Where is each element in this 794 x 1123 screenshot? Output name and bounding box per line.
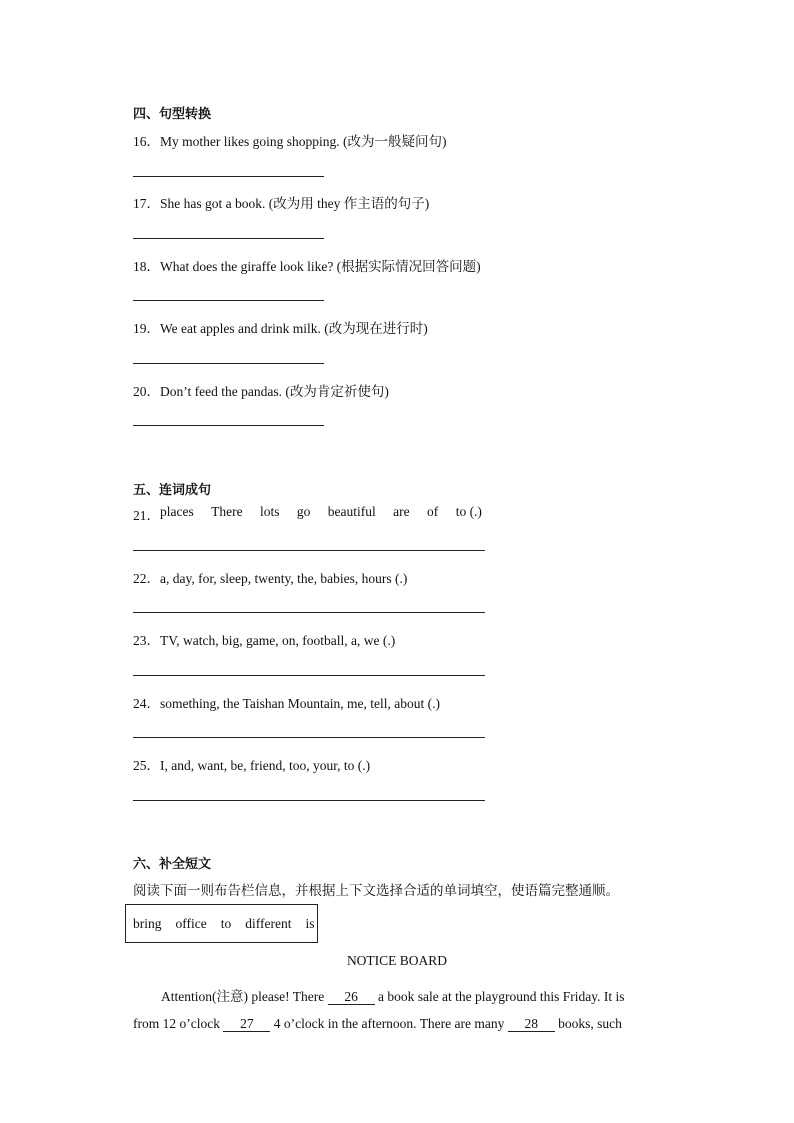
question-number: 21．: [133, 508, 160, 523]
passage-text: books, such: [554, 1016, 622, 1031]
word: go: [296, 504, 311, 519]
box-word: bring: [133, 915, 162, 931]
passage-text: 4 o’clock in the afternoon. There are many: [270, 1016, 508, 1031]
question-text: What does the giraffe look like? (根据实际情况回答问题): [160, 259, 481, 274]
question-text: Don’t feed the pandas. (改为肯定祈使句): [160, 384, 389, 399]
question-25: [133, 754, 370, 774]
question-16: [133, 130, 447, 150]
word: lots: [260, 504, 280, 519]
question-text: something, the Taishan Mountain, me, tell, about (.): [160, 696, 441, 711]
question-text: We eat apples and drink milk. (改为现在进行时): [160, 321, 428, 336]
question-number: 19．: [133, 321, 160, 336]
question-21: [133, 504, 482, 524]
answer-line-24[interactable]: [133, 737, 485, 738]
question-text: I, and, want, be, friend, too, your, to (.): [160, 758, 371, 773]
answer-line-25[interactable]: [133, 800, 485, 801]
question-number: 22．: [133, 571, 160, 586]
answer-line-16[interactable]: [133, 176, 324, 177]
passage-line-2: [133, 1016, 622, 1032]
blank-28[interactable]: 28: [508, 1017, 555, 1032]
question-19: [133, 317, 428, 337]
box-word: different: [245, 915, 292, 931]
question-number: 20．: [133, 384, 160, 399]
passage-text: Attention(注意) please! There: [161, 989, 328, 1004]
answer-line-21[interactable]: [133, 550, 485, 551]
blank-26[interactable]: 26: [328, 990, 375, 1005]
question-20: [133, 380, 389, 400]
section-6-instruction: 阅读下面一则布告栏信息，并根据上下文选择合适的单词填空，使语篇完整通顺。: [133, 883, 619, 899]
box-word: is: [305, 915, 315, 931]
answer-line-19[interactable]: [133, 363, 324, 364]
word: are: [393, 504, 410, 519]
answer-line-23[interactable]: [133, 675, 485, 676]
notice-title: NOTICE BOARD: [346, 953, 448, 968]
answer-line-22[interactable]: [133, 612, 485, 613]
question-number: 17．: [133, 196, 160, 211]
word: places: [160, 504, 194, 519]
section-5-title: 五、连词成句: [133, 483, 212, 498]
box-word: to: [220, 915, 232, 931]
question-24: [133, 692, 440, 712]
answer-line-18[interactable]: [133, 300, 324, 301]
section-4-title: 四、句型转换: [133, 107, 212, 122]
question-17: [133, 192, 429, 212]
answer-line-17[interactable]: [133, 238, 324, 239]
word: There: [211, 504, 243, 519]
section-6-title: 六、补全短文: [133, 857, 212, 872]
question-number: 16．: [133, 134, 160, 149]
question-number: 25．: [133, 758, 160, 773]
blank-27[interactable]: 27: [223, 1017, 270, 1032]
question-18: [133, 255, 481, 275]
word: beautiful: [327, 504, 376, 519]
passage-line-1: [161, 985, 625, 1005]
word: to (.): [455, 504, 482, 519]
question-number: 24．: [133, 696, 160, 711]
question-text: My mother likes going shopping. (改为一般疑问句): [160, 134, 447, 149]
question-text: TV, watch, big, game, on, football, a, we (.): [160, 633, 396, 648]
question-number: 18．: [133, 259, 160, 274]
word: of: [427, 504, 439, 519]
question-23: [133, 629, 395, 649]
answer-line-20[interactable]: [133, 425, 324, 426]
question-number: 23．: [133, 633, 160, 648]
passage-text: a book sale at the playground this Friday. It is: [374, 989, 625, 1004]
box-word: office: [175, 915, 207, 931]
question-22: [133, 567, 407, 587]
passage-text: from 12 o’clock: [133, 1016, 224, 1031]
question-text: a, day, for, sleep, twenty, the, babies, hours (.): [160, 571, 408, 586]
word-box: [125, 904, 318, 943]
question-text: She has got a book. (改为用 they 作主语的句子): [160, 196, 430, 211]
word-list: [160, 504, 482, 524]
